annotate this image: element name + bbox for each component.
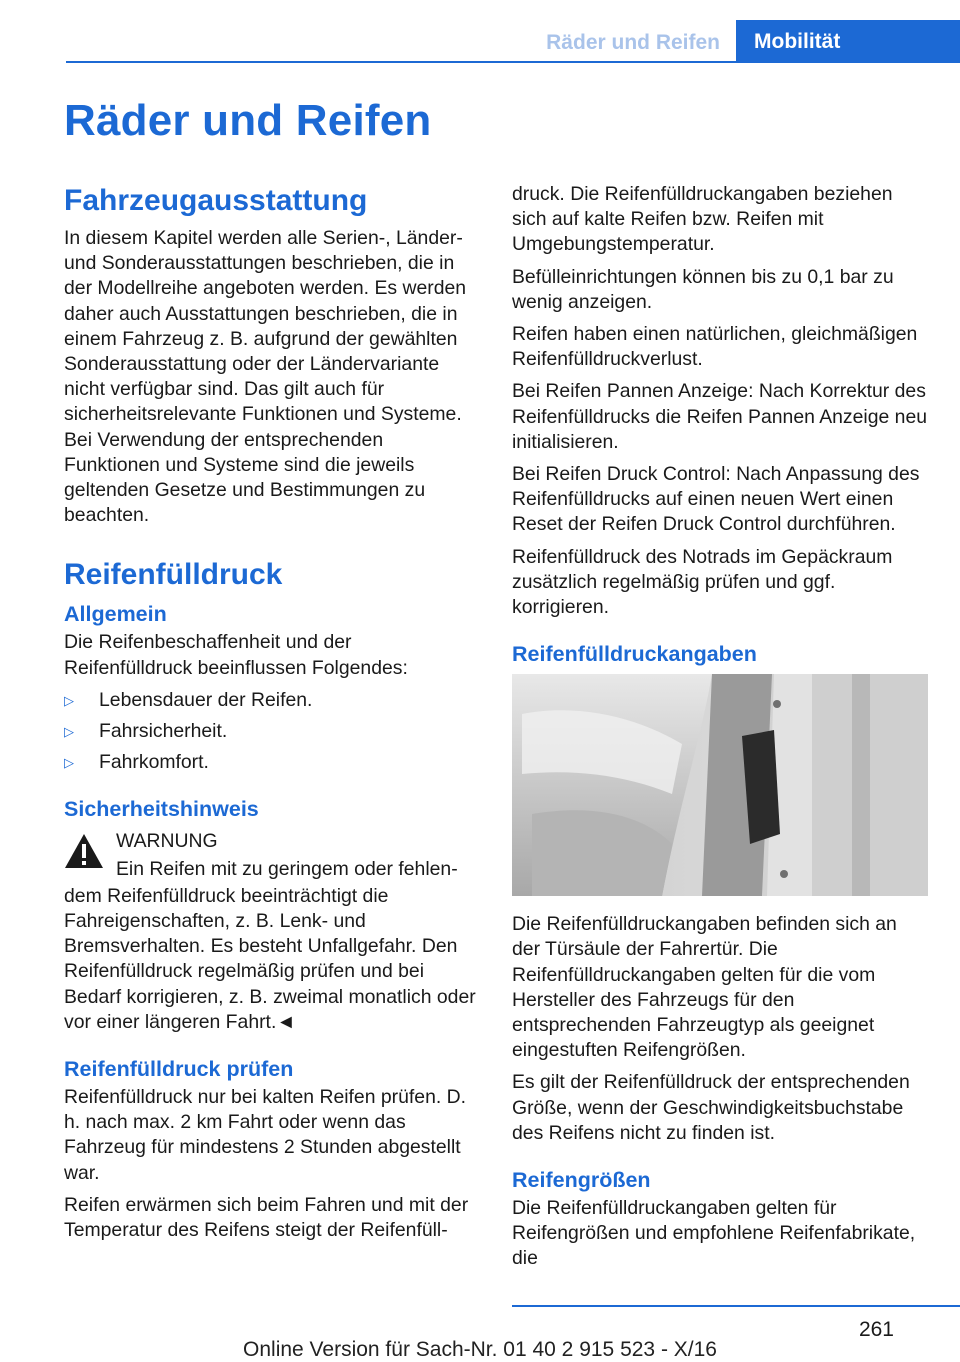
page-title: Räder und Reifen [64, 96, 432, 145]
triangle-bullet-icon: ▷ [64, 724, 74, 740]
header-chapter-tab: Mobilität [736, 20, 960, 63]
heading-tire-pressure: Reifenfülldruck [64, 558, 283, 592]
bullet-list [64, 688, 478, 776]
warning-label: WARNUNG [116, 830, 218, 853]
paragraph-filling-devices: Befülleinrichtungen können bis zu 0,1 bar zu wenig anzeigen. [512, 265, 894, 313]
header-section-title: Räder und Reifen [546, 31, 720, 54]
paragraph-tire-pressure-monitor: Bei Reifen Druck Control: Nach Anpassung des Reifenfülldrucks auf einen neuen Wert einen Reset der Reifen Druck Control durchführen. [512, 463, 920, 536]
right-column [512, 182, 930, 1279]
paragraph-speed-letter: Es gilt der Reifenfülldruck der entsprechenden Größe, wenn der Geschwindigkeitsbuchstabe des Reifens nicht zu finden ist. [512, 1071, 910, 1144]
warning-block [64, 829, 478, 1035]
page-number: 261 [858, 1318, 894, 1341]
heading-safety-notice: Sicherheitshinweis [64, 797, 259, 822]
list-item: ▷ Fahrsicherheit. [64, 719, 478, 744]
paragraph-cold-tires: druck. Die Reifenfülldruckangaben beziehen sich auf kalte Reifen bzw. Reifen mit Umgebungstemperatur. [512, 183, 893, 256]
door-pillar-photo [512, 674, 928, 896]
triangle-bullet-icon: ▷ [64, 692, 74, 708]
triangle-bullet-icon: ▷ [64, 755, 74, 771]
paragraph-vehicle-equipment: In diesem Kapitel werden alle Serien-, Länder- und Sonderausstattungen beschrieben, die in der Modellreihe angeboten werden. Es werden daher auch Ausstattungen beschrieben, die in einem Fahrzeug z. B. aufgrund der gewählten Sonderausstattung oder der Ländervariante nicht verfügbar sind. Das gilt auch für sicherheitsrelevante Funktionen und Systeme. Bei Verwendung der entsprechenden Funktionen und Systeme sind die jeweils geltenden Gesetze und Bestimmungen zu beachten. [64, 227, 467, 527]
paragraph-pressure-loss: Reifen haben einen natürlichen, gleichmäßigen Reifenfülldruckverlust. [512, 323, 918, 371]
paragraph-check-2: Reifen erwärmen sich beim Fahren und mit der Temperatur des Reifens steigt der Reifenfüll- [64, 1193, 469, 1242]
header-rule [66, 61, 960, 63]
heading-pressure-specs: Reifenfülldruckangaben [512, 642, 757, 667]
heading-tire-sizes: Reifengrößen [512, 1168, 651, 1193]
paragraph-spare-wheel: Reifenfülldruck des Notrads im Gepäckraum zusätzlich regelmäßig prüfen und ggf. korrigieren. [512, 545, 893, 619]
warning-text-first-line: Ein Reifen mit zu geringem oder fehlen- [116, 857, 458, 880]
paragraph-check-1: Reifenfülldruck nur bei kalten Reifen prüfen. D. h. nach max. 2 km Fahrt oder wenn das Fahrzeug für mindestens 2 Stunden abgestellt war. [64, 1086, 467, 1184]
list-item: ▷ Lebensdauer der Reifen. [64, 688, 478, 713]
heading-general: Allgemein [64, 602, 167, 627]
list-item: ▷ Fahrkomfort. [64, 750, 478, 775]
warning-text: dem Reifenfülldruck beeinträchtigt die Fahreigenschaften, z. B. Lenk- und Bremsverhalten. Es besteht Unfallgefahr. Den Reifenfülldruck regelmäßig prüfen und bei Bedarf korrigieren, z. B. zweimal monatlich oder vor einer längeren Fahrt.◄ [64, 884, 476, 1033]
heading-check-pressure: Reifenfülldruck prüfen [64, 1057, 294, 1082]
footer-rule [512, 1305, 960, 1307]
heading-vehicle-equipment: Fahrzeugausstattung [64, 184, 368, 217]
warning-triangle-icon [64, 833, 104, 869]
online-version-note: Online Version für Sach-Nr. 01 40 2 915 523 - X/16 [243, 1338, 717, 1361]
left-column [64, 182, 478, 1250]
paragraph-flat-tire-monitor: Bei Reifen Pannen Anzeige: Nach Korrektur des Reifenfülldrucks die Reifen Pannen Anzeige neu initialisieren. [512, 380, 928, 453]
paragraph-specs-location: Die Reifenfülldruckangaben befinden sich an der Türsäule der Fahrertür. Die Reifenfülldruckangaben gelten für die vom Hersteller des Fahrzeugs für den entsprechenden Fahrzeugtyp als geeignet eingestuften Reifengrößen. [512, 913, 897, 1062]
paragraph-tire-sizes: Die Reifenfülldruckangaben gelten für Reifengrößen und empfohlene Reifenfabrikate, die [512, 1197, 916, 1270]
paragraph-general: Die Reifenbeschaffenheit und der Reifenfülldruck beeinflussen Folgendes: [64, 631, 408, 679]
